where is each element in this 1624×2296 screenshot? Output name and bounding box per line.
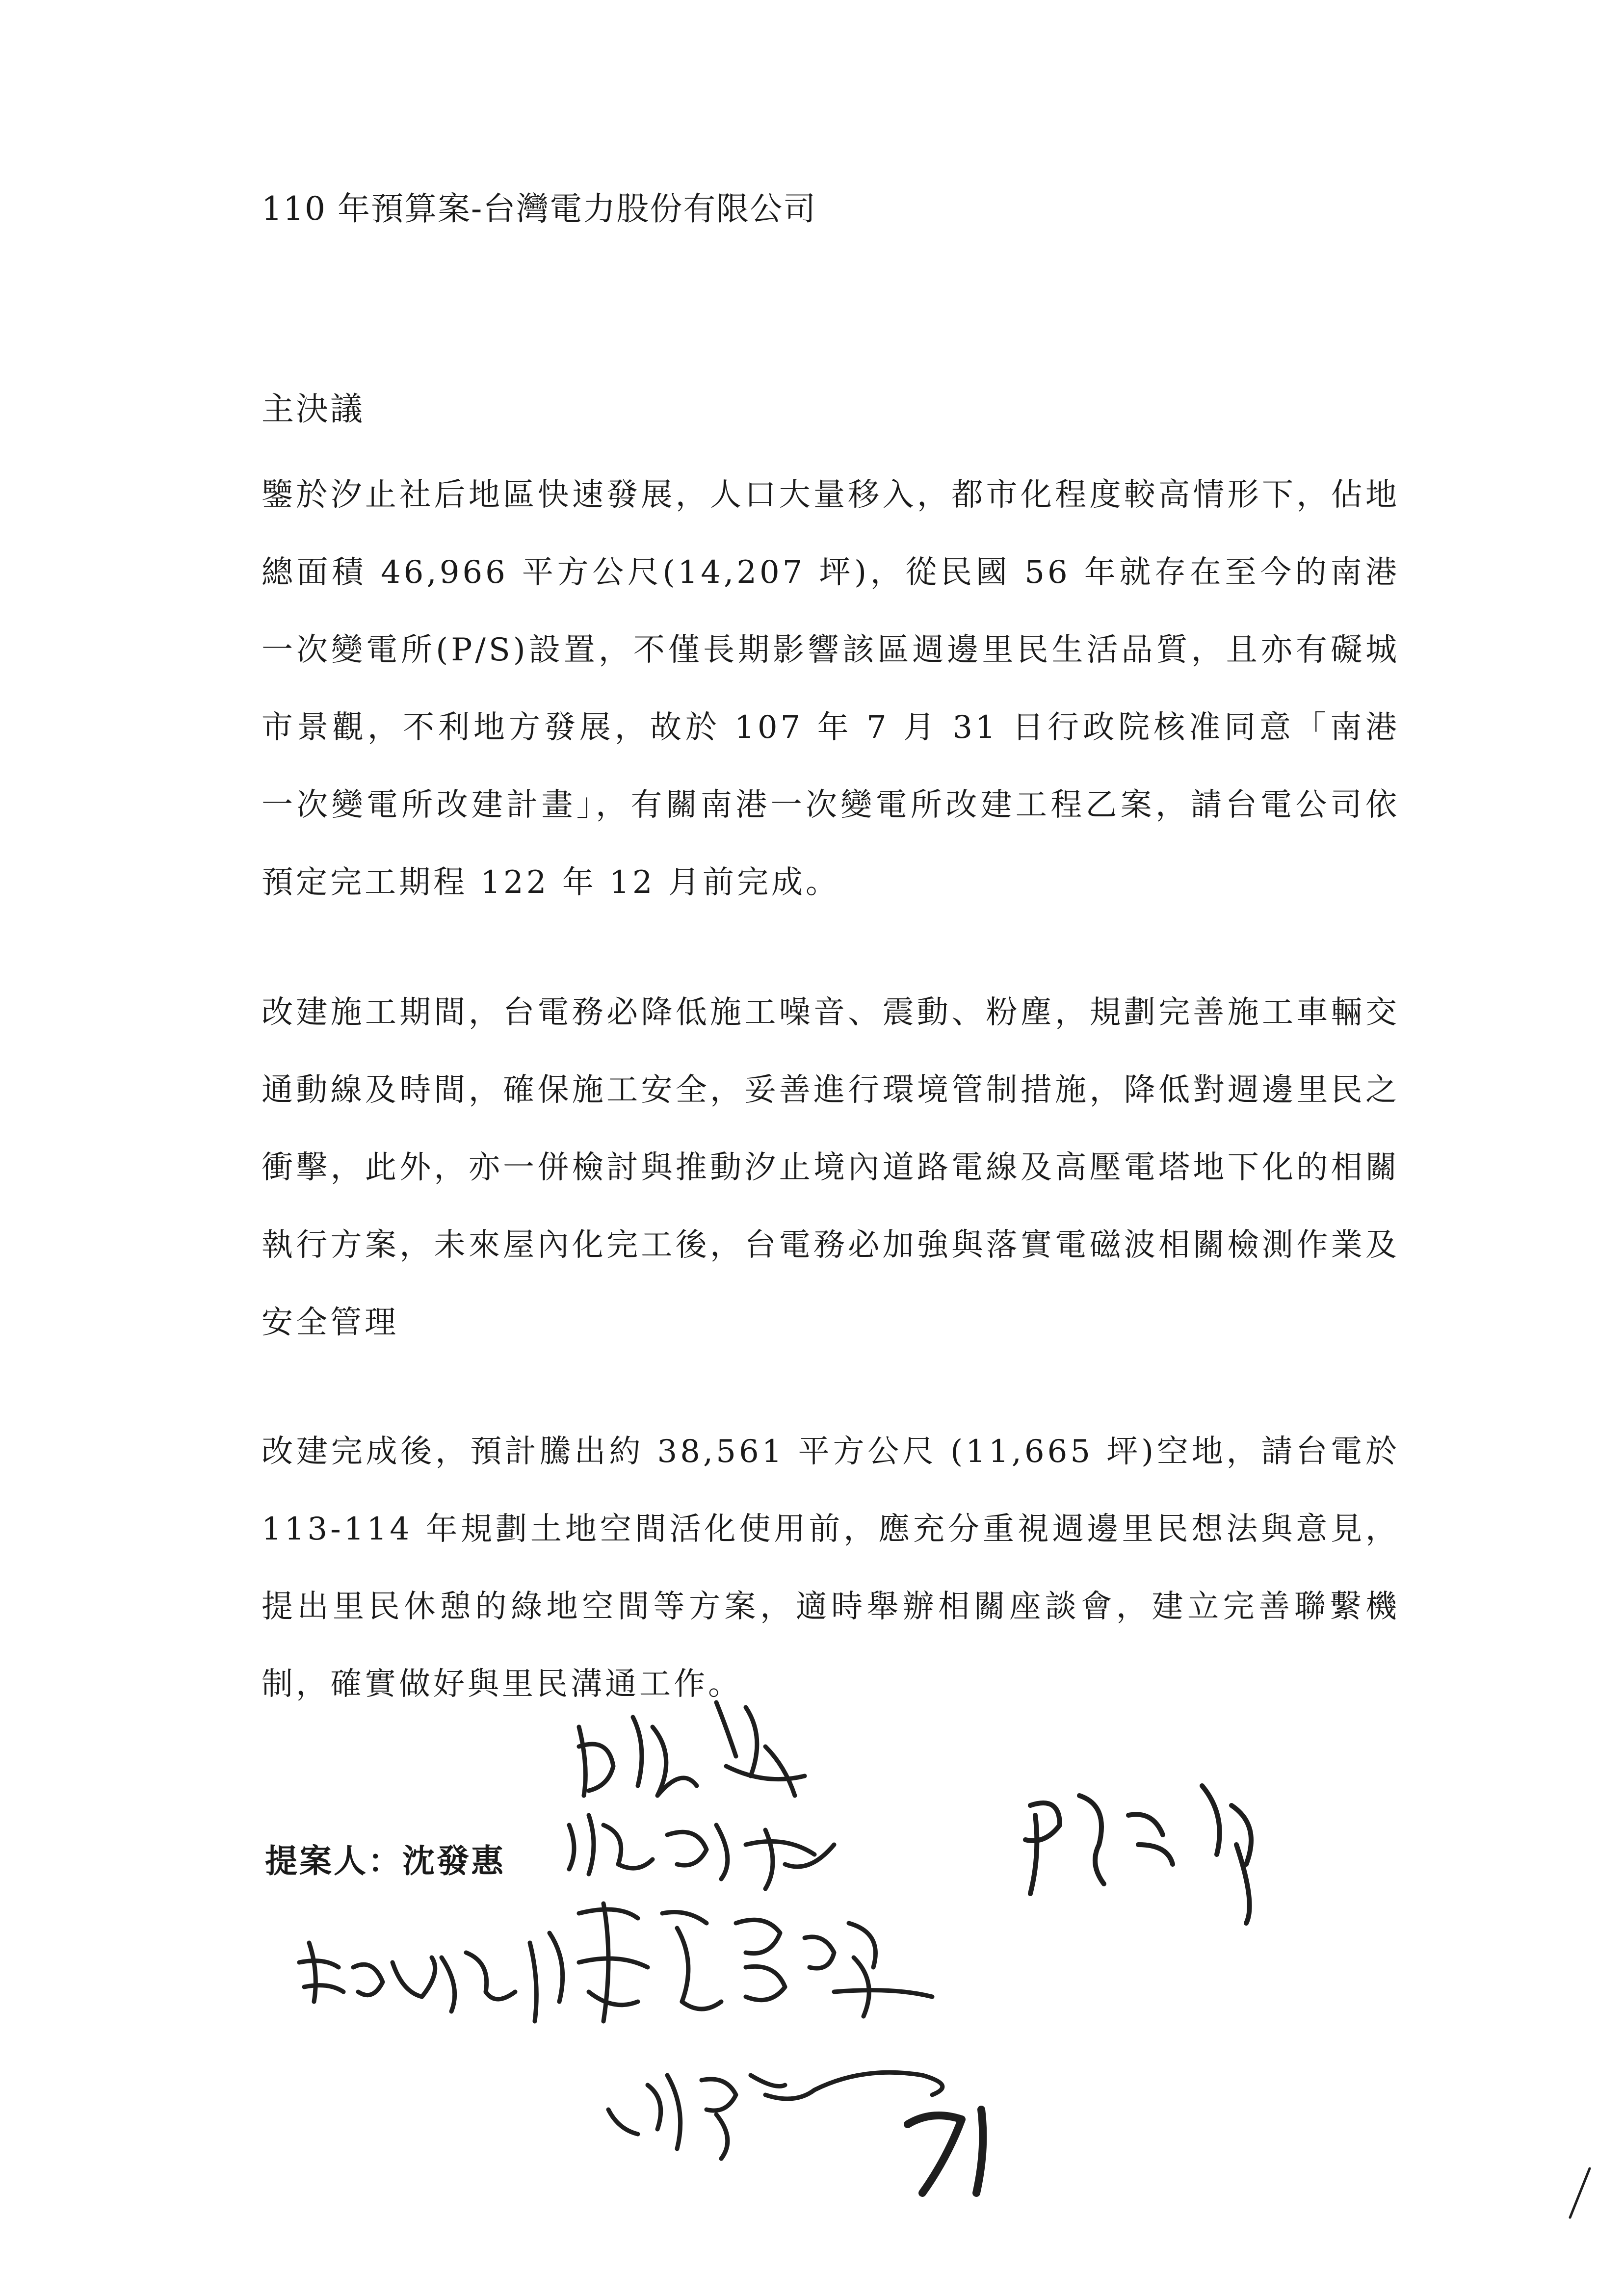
paragraph-3: 改建完成後，預計騰出約 38,561 平方公尺 (11,665 坪)空地，請台電於 113-114 年規劃土地空間活化使用前，應充分重視週邊里民想法與意見，提出里民休憩的綠地空間等方案，適時舉辦相關座談會，建立完善聯繫機制，確實做好與里民溝通工作。 [262, 1434, 1400, 1702]
signature-3 [1025, 1786, 1251, 1923]
stray-mark [1570, 2168, 1590, 2218]
document-title: 110 年預算案-台灣電力股份有限公司 [262, 190, 817, 228]
page-number-ink [908, 2110, 983, 2193]
paragraph-2: 改建施工期間，台電務必降低施工噪音、震動、粉塵，規劃完善施工車輛交通動線及時間，確保施工安全，妥善進行環境管制措施，降低對週邊里民之衝擊，此外，亦一併檢討與推動汐止境內道路電線及高壓電塔地下化的相關執行方案，未來屋內化完工後，台電務必加強與落實電磁波相關檢測作業及安全管理 [262, 994, 1400, 1341]
page-number-text: 71 [913, 2237, 914, 2238]
signature-1 [579, 1702, 805, 1796]
paragraph-1: 鑒於汐止社后地區快速發展，人口大量移入，都市化程度較高情形下，佔地總面積 46,966 平方公尺(14,207 坪)，從民國 56 年就存在至今的南港一次變電所(P/S)設置，不僅長期影響該區週邊里民生活品質，且亦有礙城市景觀，不利地方發展，故於 107 年 7 月 31 日行政院核准同意「南港一次變電所改建計畫」，有關南港一次變電所改建工程乙案，請台電公司依預定完工期程 122 年 12 月前完成。 [262, 477, 1400, 901]
signature-2 [569, 1815, 834, 1889]
signature-4 [299, 1904, 932, 2021]
signature-5 [608, 2072, 943, 2159]
resolution-heading: 主決議 [262, 390, 365, 428]
proposer-label: 提案人：沈發惠 [265, 1842, 505, 1880]
